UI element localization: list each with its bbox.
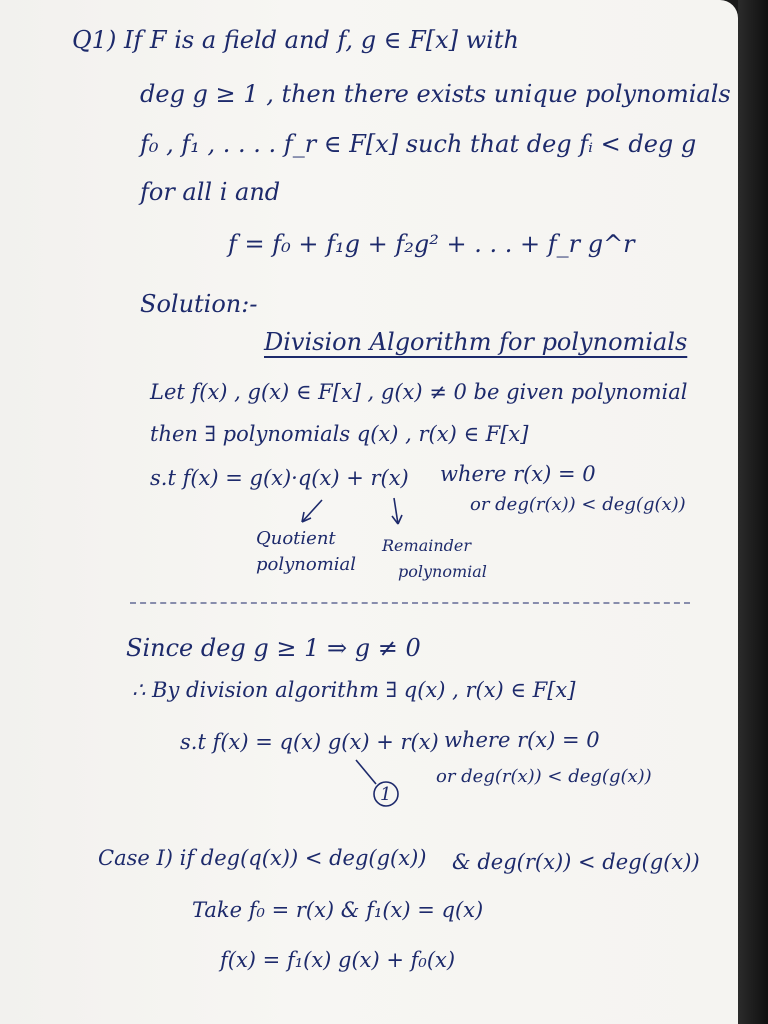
case1-line: Case I) if deg(q(x)) < deg(g(x)) [98, 846, 427, 870]
division-algorithm-where: where r(x) = 0 [440, 462, 596, 486]
quotient-label: Quotient [256, 528, 336, 549]
division-algorithm-line-1: Let f(x) , g(x) ∈ F[x] , g(x) ≠ 0 be given polynomial [150, 380, 688, 404]
question-line-1: Q1) If F is a field and f, g ∈ F[x] with [72, 26, 519, 54]
case1-result: f(x) = f₁(x) g(x) + f₀(x) [220, 948, 456, 972]
division-algorithm-heading: Division Algorithm for polynomials [264, 328, 688, 356]
question-equation: f = f₀ + f₁g + f₂g² + . . . + f_r g^r [228, 230, 635, 258]
question-line-3: f₀ , f₁ , . . . . f_r ∈ F[x] such that deg fᵢ < deg g [140, 130, 697, 158]
case1-take: Take f₀ = r(x) & f₁(x) = q(x) [192, 898, 484, 922]
proof-since-line: Since deg g ≥ 1 ⇒ g ≠ 0 [126, 634, 421, 662]
proof-division-line: ∴ By division algorithm ∃ q(x) , r(x) ∈ F[x] [132, 678, 576, 702]
proof-or-line: or deg(r(x)) < deg(g(x)) [436, 766, 652, 787]
question-line-2: deg g ≥ 1 , then there exists unique polynomials [140, 80, 731, 108]
division-algorithm-line-3: s.t f(x) = g(x)·q(x) + r(x) [150, 466, 409, 490]
section-divider [130, 602, 690, 604]
division-algorithm-line-2: then ∃ polynomials q(x) , r(x) ∈ F[x] [150, 422, 529, 446]
division-algorithm-or: or deg(r(x)) < deg(g(x)) [470, 494, 686, 515]
question-line-4: for all i and [140, 178, 281, 206]
page-edge-shadow [738, 0, 768, 1024]
remainder-label: Remainder [382, 536, 472, 555]
proof-st-line: s.t f(x) = q(x) g(x) + r(x) [180, 730, 439, 754]
solution-heading: Solution:- [140, 290, 258, 318]
equation-marker-label: 1 [380, 784, 392, 805]
case1-and: & deg(r(x)) < deg(g(x)) [452, 850, 700, 874]
quotient-label-2: polynomial [256, 554, 357, 575]
proof-where: where r(x) = 0 [444, 728, 600, 752]
remainder-label-2: polynomial [398, 562, 487, 581]
